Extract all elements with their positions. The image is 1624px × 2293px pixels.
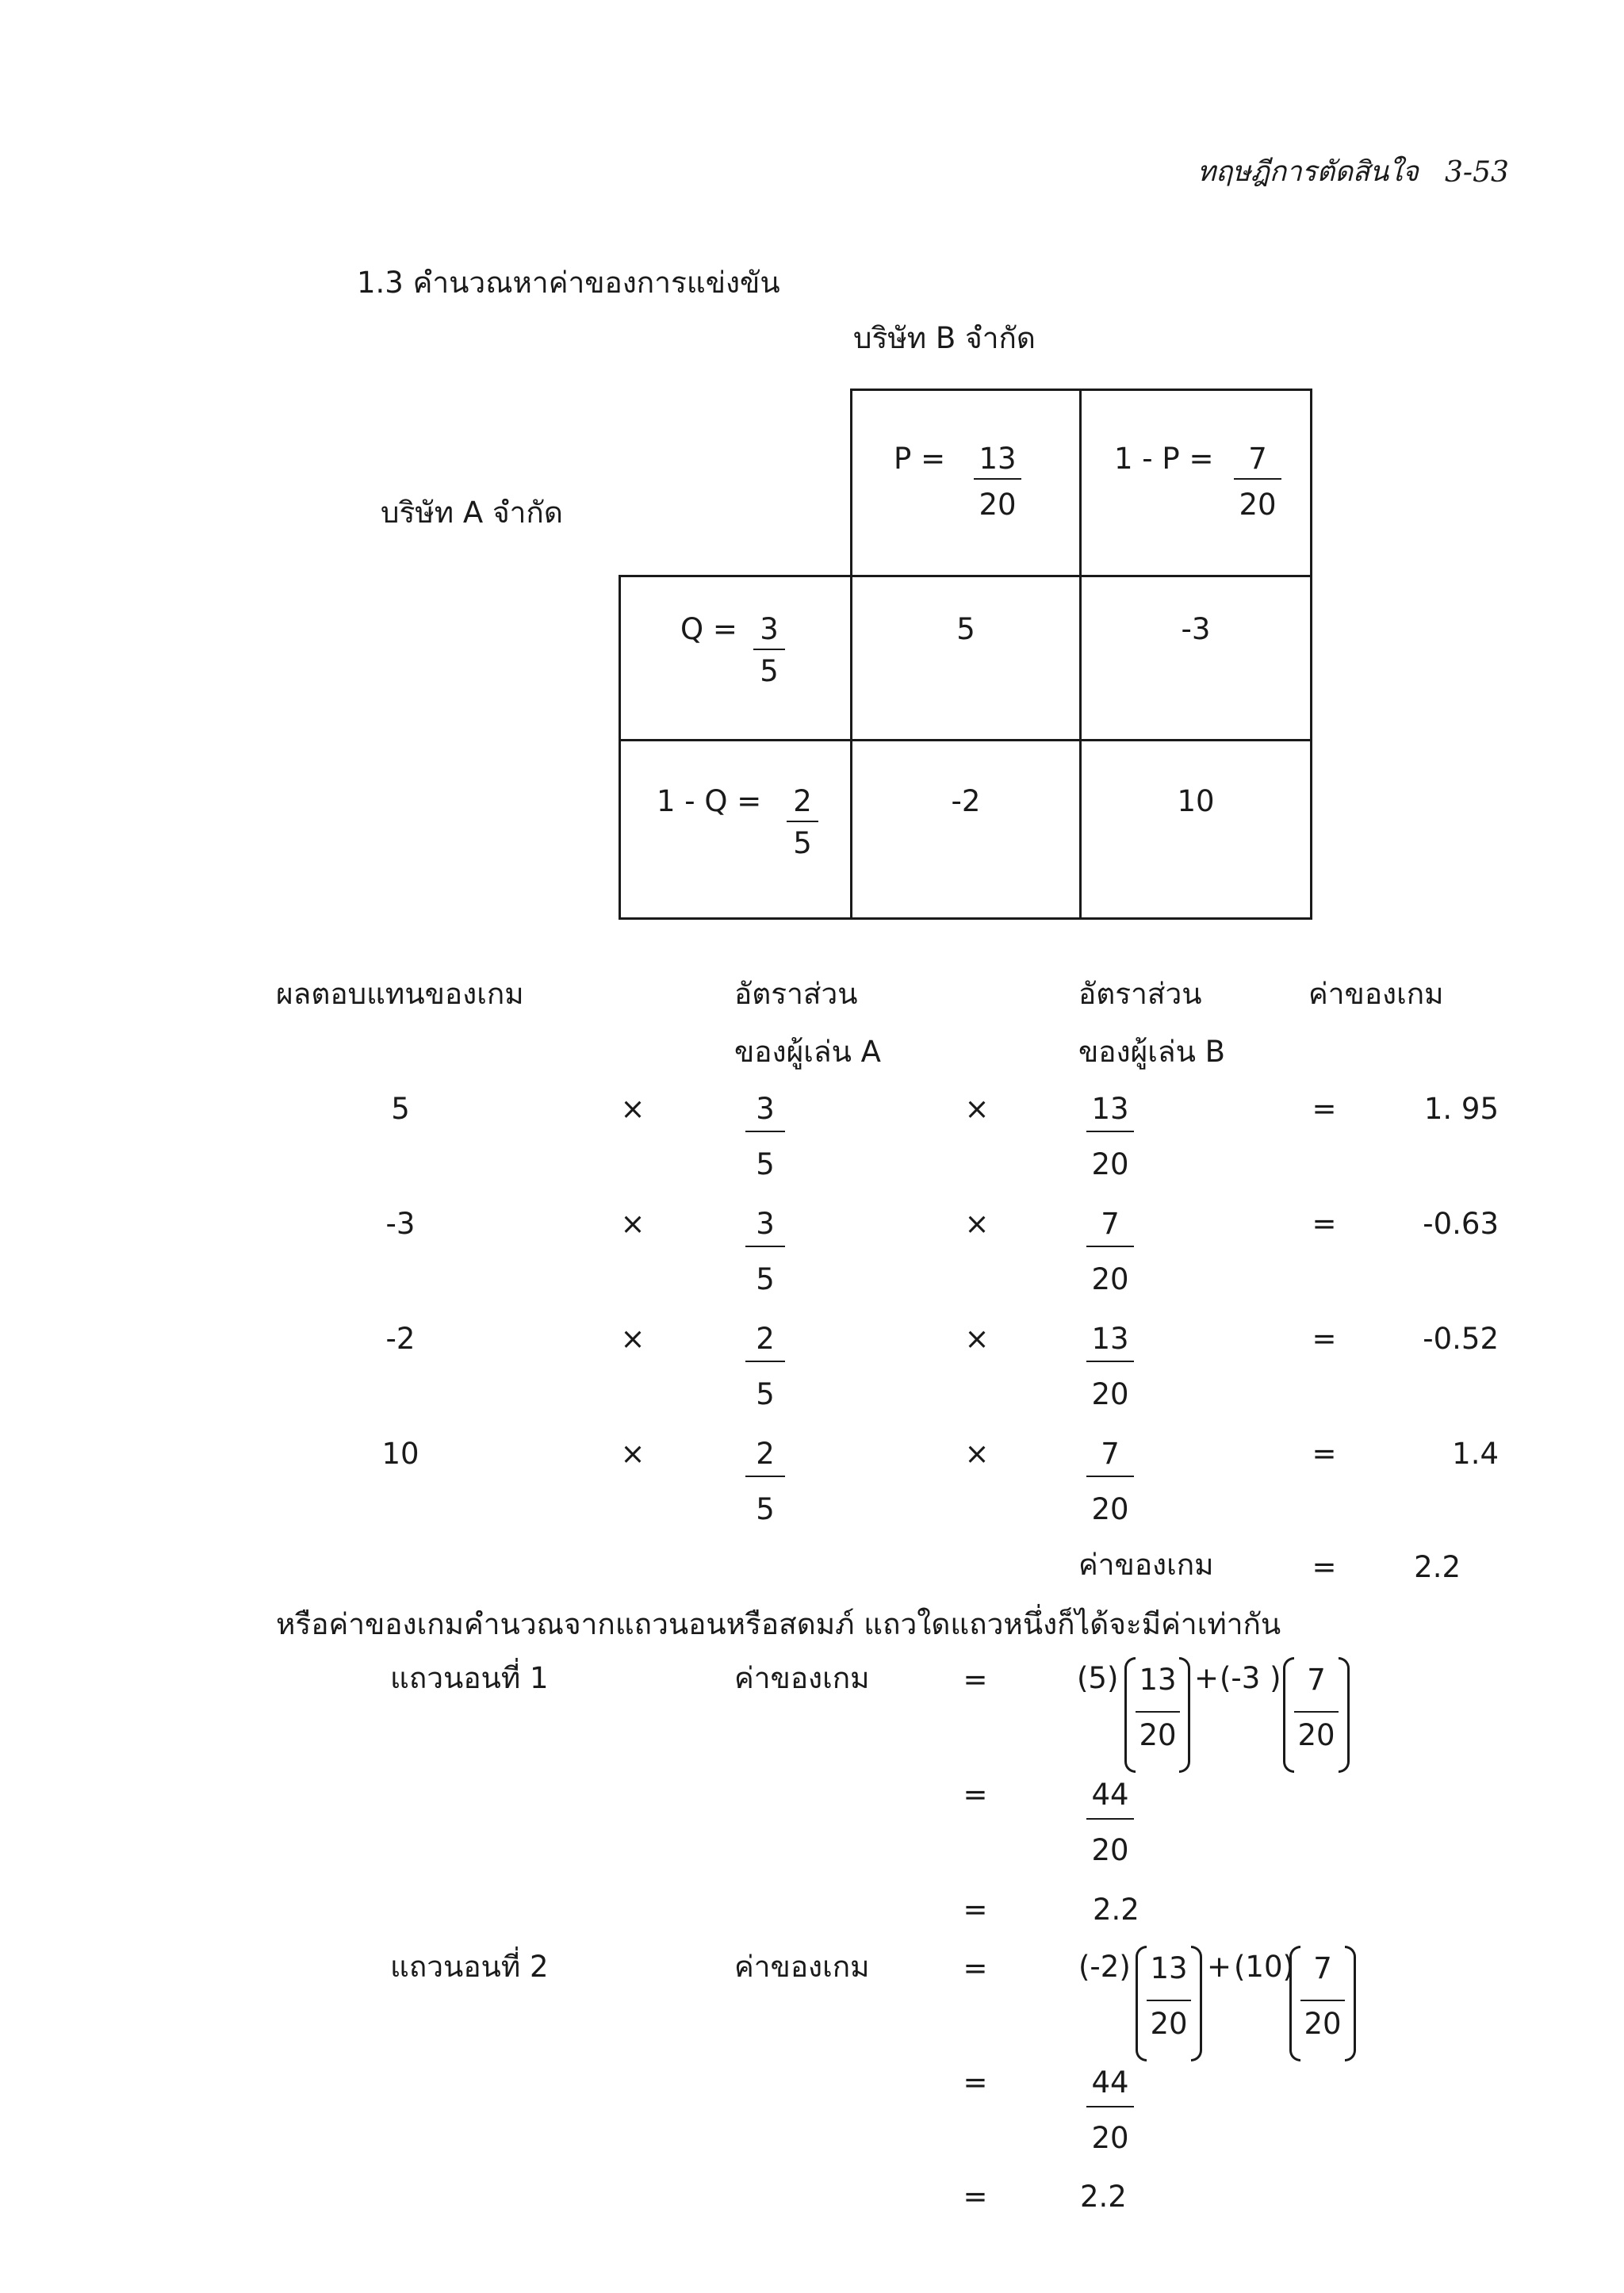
header-ratio-b-line2: ของผู้เล่น B xyxy=(1078,1035,1226,1069)
running-header-title: ทฤษฎีการตัดสินใจ xyxy=(1197,156,1419,188)
payoff-r2c2: 10 xyxy=(1177,784,1215,818)
header-ratio-b-line1: อัตราส่วน xyxy=(1078,977,1202,1011)
row-calc-1-step-num: 44 xyxy=(1091,1778,1129,1812)
calc-row3-result: -0.52 xyxy=(1423,1322,1499,1356)
row-calc-1-value-label: ค่าของเกม xyxy=(734,1661,870,1695)
col1-fraction-bar xyxy=(974,478,1021,480)
row-calc-1-term1-bar xyxy=(1136,1711,1180,1713)
payoff-r2c1: -2 xyxy=(951,784,981,818)
calc-row2-b-bar xyxy=(1086,1246,1134,1247)
row-calc-2-result: 2.2 xyxy=(1080,2180,1127,2214)
header-game-value: ค่าของเกม xyxy=(1308,977,1444,1011)
calc-row1-a-num: 3 xyxy=(756,1092,775,1126)
row-calc-2-step-num: 44 xyxy=(1091,2065,1129,2100)
calc-row4-result: 1.4 xyxy=(1452,1437,1499,1471)
row-calc-1-term1-paren-right xyxy=(1179,1657,1190,1773)
row-calc-2-equals-2: = xyxy=(963,2065,988,2100)
matrix-header-row-1 xyxy=(619,575,852,741)
row-calc-2-term2-den: 20 xyxy=(1304,2007,1342,2041)
calc-row4-b-num: 7 xyxy=(1101,1437,1120,1471)
section-heading: 1.3 คำนวณหาค่าของการแข่งขัน xyxy=(357,266,780,300)
calc-row2-payoff: -3 xyxy=(385,1207,416,1241)
company-b-label: บริษัท B จำกัด xyxy=(853,321,1036,355)
row-calc-2-term1-coef: (-2) xyxy=(1078,1950,1131,1984)
row-calc-1-label: แถวนอนที่ 1 xyxy=(390,1661,549,1695)
calc-row1-b-den: 20 xyxy=(1091,1147,1129,1181)
calc-row1-a-den: 5 xyxy=(756,1147,775,1181)
row2-fraction-bar xyxy=(787,821,818,822)
calc-row4-a-den: 5 xyxy=(756,1492,775,1526)
calc-row1-b-bar xyxy=(1086,1131,1134,1132)
row-calc-1-term2-den: 20 xyxy=(1297,1718,1335,1752)
calc-row1-b-num: 13 xyxy=(1091,1092,1129,1126)
row-calc-1-term2-bar xyxy=(1294,1711,1339,1713)
calc-row4-equals: = xyxy=(1312,1437,1337,1471)
row-calc-1-equals-3: = xyxy=(963,1893,988,1927)
row-calc-1-term2-coef: (-3 ) xyxy=(1220,1661,1281,1695)
row-calc-2-term2-bar xyxy=(1300,2000,1345,2001)
row-calc-2-equals-3: = xyxy=(963,2180,988,2214)
row-calc-1-term2-num: 7 xyxy=(1307,1663,1326,1697)
row-calc-2-step-bar xyxy=(1086,2106,1134,2107)
total-value: 2.2 xyxy=(1414,1550,1461,1584)
row2-label: 1 - Q = xyxy=(657,784,762,818)
calc-row2-times-1: × xyxy=(620,1207,645,1241)
row-calc-2-label: แถวนอนที่ 2 xyxy=(390,1950,549,1984)
matrix-cell-r1c1 xyxy=(850,575,1082,741)
row-calc-2-plus: + xyxy=(1207,1950,1232,1984)
row-calc-2-term1-paren-right xyxy=(1191,1946,1202,2061)
col2-fraction-bar xyxy=(1234,478,1281,480)
col1-denominator: 20 xyxy=(979,488,1017,522)
calc-row3-times-1: × xyxy=(620,1322,645,1356)
row1-numerator: 3 xyxy=(760,612,779,646)
row-calc-1-step-den: 20 xyxy=(1091,1833,1129,1867)
row-calc-1-plus: + xyxy=(1194,1661,1220,1695)
row-calc-2-term1-den: 20 xyxy=(1150,2007,1188,2041)
calc-row1-times-1: × xyxy=(620,1092,645,1126)
calc-row3-b-num: 13 xyxy=(1091,1322,1129,1356)
calc-row4-times-2: × xyxy=(964,1437,990,1471)
col2-denominator: 20 xyxy=(1239,488,1277,522)
row2-numerator: 2 xyxy=(793,784,812,818)
row-calc-2-term2-num: 7 xyxy=(1313,1951,1332,1985)
calc-row4-b-den: 20 xyxy=(1091,1492,1129,1526)
matrix-header-col-2 xyxy=(1079,389,1312,577)
page-number: 3-53 xyxy=(1445,156,1509,189)
calc-row4-times-1: × xyxy=(620,1437,645,1471)
calc-row2-a-num: 3 xyxy=(756,1207,775,1241)
row-calc-2-equals-1: = xyxy=(963,1951,988,1985)
calc-row1-payoff: 5 xyxy=(391,1092,410,1126)
row1-fraction-bar xyxy=(753,649,785,650)
calc-row3-a-den: 5 xyxy=(756,1377,775,1411)
header-payoff: ผลตอบแทนของเกม xyxy=(276,977,524,1011)
header-ratio-a-line2: ของผู้เล่น A xyxy=(734,1035,881,1069)
calc-row3-payoff: -2 xyxy=(385,1322,416,1356)
row1-label: Q = xyxy=(680,612,737,646)
row-calc-1-result: 2.2 xyxy=(1093,1893,1139,1927)
calc-row1-result: 1. 95 xyxy=(1423,1092,1499,1126)
calc-row4-a-num: 2 xyxy=(756,1437,775,1471)
calc-row1-times-2: × xyxy=(964,1092,990,1126)
calc-row2-result: -0.63 xyxy=(1423,1207,1499,1241)
calc-row3-a-num: 2 xyxy=(756,1322,775,1356)
total-equals: = xyxy=(1312,1550,1337,1584)
calc-row3-a-bar xyxy=(745,1361,785,1362)
matrix-cell-r1c2 xyxy=(1079,575,1312,741)
row-calc-2-term1-num: 13 xyxy=(1150,1951,1188,1985)
row-calc-2-value-label: ค่าของเกม xyxy=(734,1950,870,1984)
company-a-label: บริษัท A จำกัด xyxy=(381,496,563,530)
calc-row2-a-den: 5 xyxy=(756,1262,775,1296)
matrix-header-col-1 xyxy=(850,389,1082,577)
row-calc-1-equals-1: = xyxy=(963,1663,988,1697)
calc-row1-a-bar xyxy=(745,1131,785,1132)
row-calc-2-term2-coef: (10) xyxy=(1234,1950,1294,1984)
row-calc-1-term1-den: 20 xyxy=(1139,1718,1177,1752)
col2-numerator: 7 xyxy=(1248,442,1267,476)
row-calc-1-term2-paren-right xyxy=(1339,1657,1350,1773)
header-ratio-a-line1: อัตราส่วน xyxy=(734,977,858,1011)
payoff-r1c2: -3 xyxy=(1181,612,1211,646)
col1-label: P = xyxy=(894,442,946,476)
matrix-cell-r2c2 xyxy=(1079,739,1312,920)
calc-row1-equals: = xyxy=(1312,1092,1337,1126)
calc-row4-a-bar xyxy=(745,1476,785,1477)
col1-numerator: 13 xyxy=(979,442,1017,476)
calc-row2-equals: = xyxy=(1312,1207,1337,1241)
calc-row2-b-den: 20 xyxy=(1091,1262,1129,1296)
calc-row3-b-den: 20 xyxy=(1091,1377,1129,1411)
calc-row4-b-bar xyxy=(1086,1476,1134,1477)
matrix-cell-r2c1 xyxy=(850,739,1082,920)
row2-denominator: 5 xyxy=(793,826,812,860)
col2-label: 1 - P = xyxy=(1114,442,1214,476)
calc-row2-b-num: 7 xyxy=(1101,1207,1120,1241)
calc-row4-payoff: 10 xyxy=(381,1437,419,1471)
row-calc-1-equals-2: = xyxy=(963,1778,988,1812)
calc-row3-equals: = xyxy=(1312,1322,1337,1356)
row-calc-2-term1-bar xyxy=(1147,2000,1191,2001)
calc-row2-a-bar xyxy=(745,1246,785,1247)
payoff-r1c1: 5 xyxy=(956,612,975,646)
calc-row2-times-2: × xyxy=(964,1207,990,1241)
explanation-text: หรือค่าของเกมคำนวณจากแถวนอนหรือสดมภ์ แถวใดแถวหนึ่งก็ได้จะมีค่าเท่ากัน xyxy=(276,1607,1281,1641)
row-calc-2-step-den: 20 xyxy=(1091,2121,1129,2155)
row-calc-2-term2-paren-right xyxy=(1345,1946,1356,2061)
row-calc-1-term1-num: 13 xyxy=(1139,1663,1177,1697)
total-label: ค่าของเกม xyxy=(1078,1548,1214,1582)
row-calc-1-step-bar xyxy=(1086,1818,1134,1820)
calc-row3-b-bar xyxy=(1086,1361,1134,1362)
row-calc-1-term1-coef: (5) xyxy=(1077,1661,1119,1695)
row1-denominator: 5 xyxy=(760,654,779,688)
calc-row3-times-2: × xyxy=(964,1322,990,1356)
